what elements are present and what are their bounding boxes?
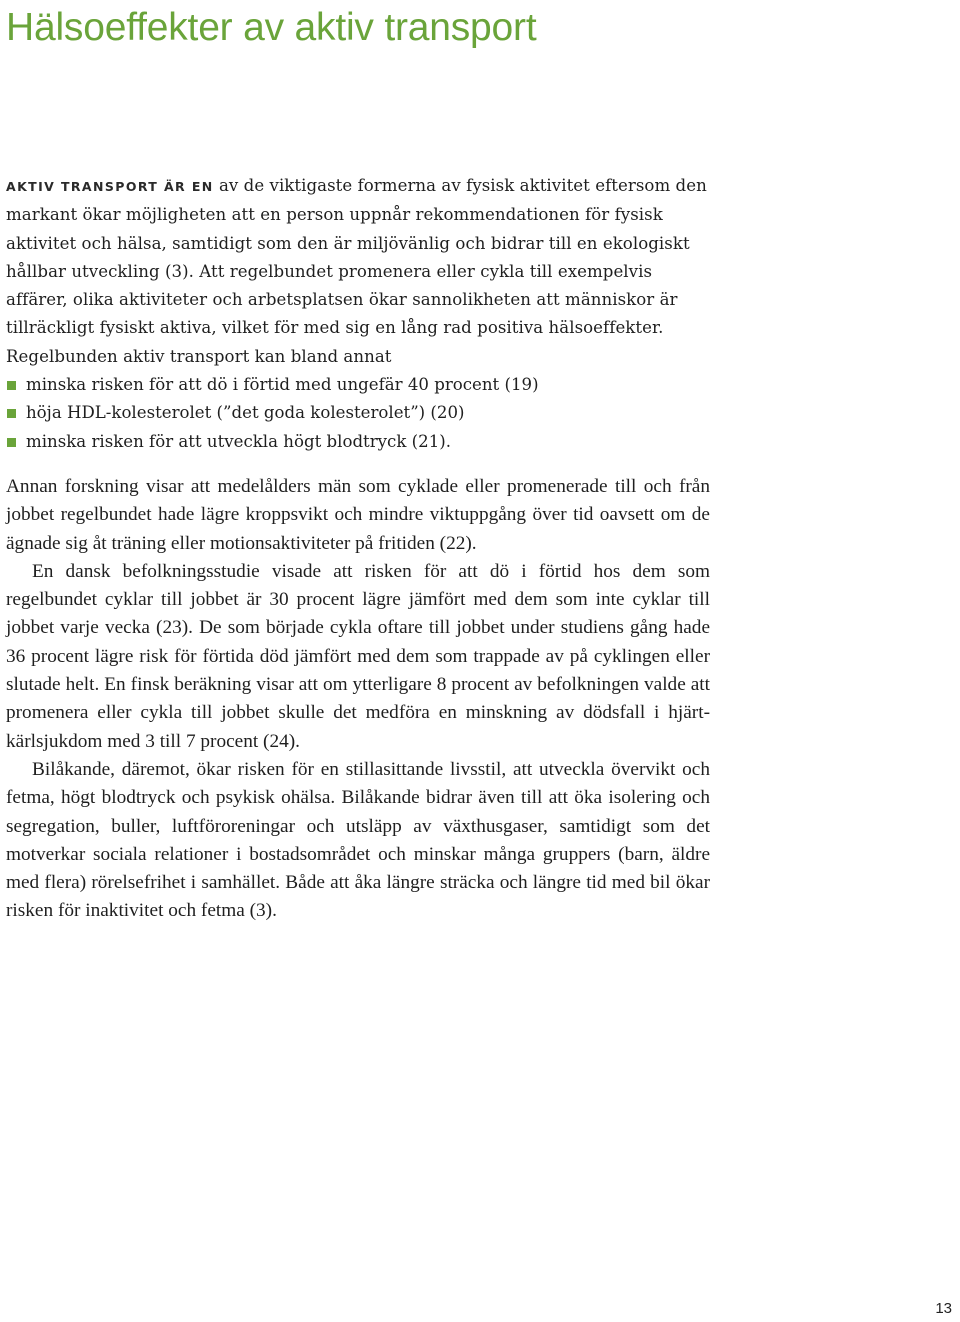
list-item [6, 428, 710, 456]
list-item-text: höja HDL-kolesterolet (”det goda kolesterolet”) (20) [26, 403, 465, 423]
list-item [6, 399, 710, 427]
paragraph-car-driving: Bilåkande, däremot, ökar risken för en stillasittande livsstil, att utveckla övervikt och fetma, högt blodtryck och psykisk ohälsa. Bilåkande bidrar även till att öka isolering och segregation, buller, luftföroreningar och utsläpp av växthusgaser, samtidigt som det motverkar sociala relationer i bostadsområdet och minskar många gruppers (barn, äldre med flera) rörelsefrihet i samhället. Både att åka längre sträcka och längre tid med bil ökar risken för inaktivitet och fetma (3). [6, 758, 710, 922]
page-number: 13 [935, 1300, 952, 1317]
square-bullet-icon [7, 381, 16, 390]
intro-text: av de viktigaste formerna av fysisk aktivitet eftersom den markant ökar möjligheten att en person uppnår rekommendationen för fysisk aktivitet och hälsa, samtidigt som den är miljövänlig och bidrar till en ekologiskt hållbar utveckling (3). Att regelbundet promenera eller cykla till exempelvis affärer, olika aktiviteter och arbetsplatsen ökar sannolikheten att människor är tillräckligt fysiskt aktiva, vilket för med sig en lång rad positiva hälsoeffekter. Regelbunden aktiv transport kan bland annat [6, 176, 707, 366]
paragraph-danish-study: En dansk befolkningsstudie visade att risken för att dö i förtid hos dem som regelbundet cyklar till jobbet är 30 procent lägre jämfört med dem som inte cyklar till jobbet varje vecka (23). De som började cykla oftare till jobbet under studiens gång hade 36 procent lägre risk för förtida död jämfört med dem som trappade av på cyklingen eller slutade helt. En finsk beräkning visar att om ytterligare 8 procent av befolkningen valde att promenera eller cykla till jobbet skulle det medföra en minskning av dödsfall i hjärt-kärlsjukdom med 3 till 7 procent (24). [6, 560, 710, 752]
intro-paragraph [6, 172, 710, 371]
page-title: Hälsoeffekter av aktiv transport [6, 6, 537, 49]
paragraph-research: Annan forskning visar att medelålders män som cyklade eller promenerade till och från jobbet regelbundet hade lägre kroppsvikt och mindre viktuppgång över tid oavsett om de ägnade sig åt träning eller motionsaktiviteter på fritiden (22). [6, 475, 710, 554]
list-item-text: minska risken för att utveckla högt blodtryck (21). [26, 431, 451, 451]
benefit-list [6, 371, 710, 456]
square-bullet-icon [7, 409, 16, 418]
lead-in: AKTIV TRANSPORT ÄR EN [6, 179, 214, 194]
list-item [6, 371, 710, 399]
list-item-text: minska risken för att dö i förtid med ungefär 40 procent (19) [26, 375, 539, 395]
article-body [6, 172, 710, 926]
square-bullet-icon [7, 438, 16, 447]
